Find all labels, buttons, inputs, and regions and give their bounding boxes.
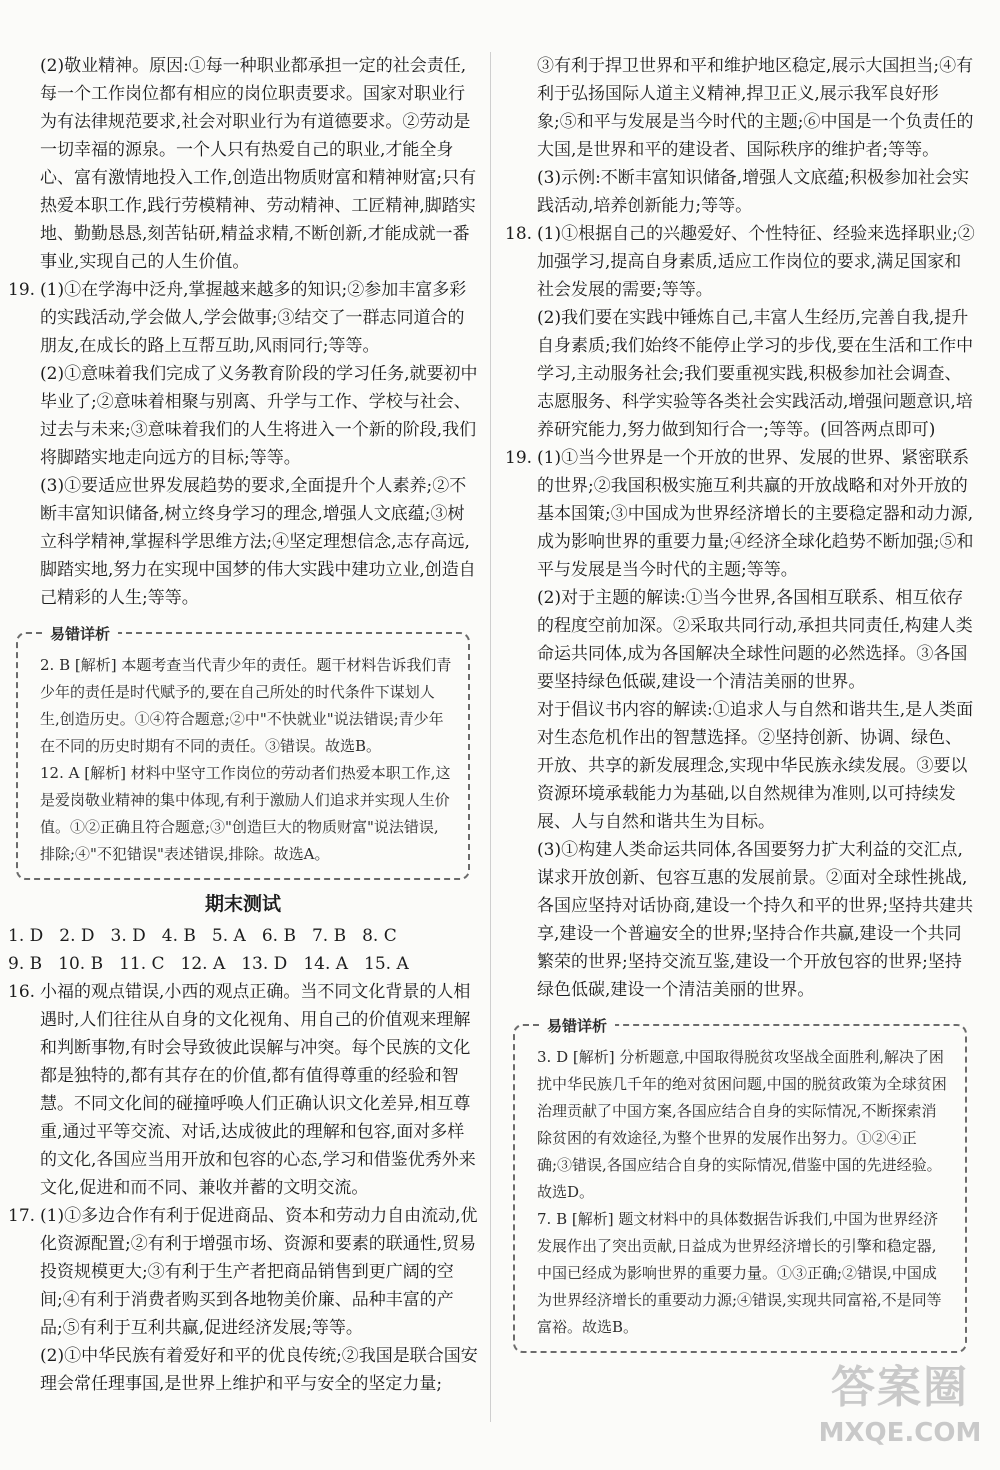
- question-19: [8, 276, 478, 612]
- q17-part-2: (2)①中华民族有着爱好和平的优良传统;②我国是联合国安理会常任理事国,是世界上维护和平与安全的坚定力量;: [40, 1346, 478, 1394]
- answer-item: 12. A: [180, 954, 226, 974]
- left-paragraph-1: (2)敬业精神。原因:①每一种职业都承担一定的社会责任,每一个工作岗位都有相应的岗位职责要求。国家对职业行为有法律规范要求,社会对职业行为有道德要求。②劳动是一切幸福的源泉。一个人只有热爱自己的职业,才能全身心、富有激情地投入工作,创造出物质财富和精神财富;只有热爱本职工作,践行劳模精神、劳动精神、工匠精神,脚踏实地、勤勤恳恳,刻苦钻研,精益求精,不断创新,才能成就一番事业,实现自己的人生价值。: [40, 56, 477, 272]
- question-number: 17.: [8, 1206, 36, 1226]
- right-paragraph-1: ③有利于捍卫世界和平和维护地区稳定,展示大国担当;④有利于弘扬国际人道主义精神,捍卫正义,展示我军良好形象;⑤和平与发展是当今时代的主题;⑥中国是一个负责任的大国,是世界和平的建设者、国际秩序的维护者;等等。: [537, 56, 974, 160]
- question-number: 18.: [505, 224, 533, 244]
- right-paragraph-2: (3)示例:不断丰富知识储备,增强人文底蕴;积极参加社会实践活动,培养创新能力;等等。: [537, 168, 969, 216]
- q19-final-part-4: (3)①构建人类命运共同体,各国要努力扩大利益的交汇点,谋求开放创新、包容互惠的发展前景。②面对全球性挑战,各国应坚持对话协商,建设一个持久和平的世界;坚持共建共享,建设一个普遍安全的世界;坚持合作共赢,建设一个共同繁荣的世界;坚持交流互鉴,建设一个开放包容的世界;坚持绿色低碳,建设一个清洁美丽的世界。: [537, 840, 974, 1000]
- answer-row-1: [8, 922, 478, 950]
- question-number: 19.: [8, 280, 36, 300]
- answer-item: 4. B: [161, 926, 196, 946]
- answer-item: 13. D: [241, 954, 288, 974]
- q16-answer: 小福的观点错误,小西的观点正确。当不同文化背景的人相遇时,人们往往从自身的文化视角、用自己的价值观来理解和判断事物,有时会导致彼此误解与冲突。每个民族的文化都是独特的,都有其存在的价值,都有值得尊重的经验和智慧。不同文化间的碰撞呼唤人们正确认识文化差异,相互尊重,通过平等交流、对话,达成彼此的理解和包容,面对多样的文化,各国应当用开放和包容的心态,学习和借鉴优秀外来文化,促进和而不同、兼收并蓄的文明交流。: [40, 982, 476, 1198]
- q19-part-3: (3)①要适应世界发展趋势的要求,全面提升个人素养;②不断丰富知识储备,树立终身学习的理念,增强人文底蕴;③树立科学精神,掌握科学思维方法;④坚定理想信念,志存高远,脚踏实地,努力在实现中国梦的伟大实践中建功立业,创造自己精彩的人生;等等。: [40, 476, 476, 608]
- q19-final-part-1: (1)①当今世界是一个开放的世界、发展的世界、紧密联系的世界;②我国积极实施互利共赢的开放战略和对外开放的基本国策;③中国成为世界经济增长的主要稳定器和动力源,成为影响世界的重要力量;④经济全球化趋势不断加强;⑤和平与发展是当今时代的主题;等等。: [537, 448, 974, 580]
- answer-item: 7. B: [311, 926, 347, 946]
- error-analysis-title: 易错详析: [539, 1013, 615, 1040]
- error-item: 7. B [解析] 题文材料中的具体数据告诉我们,中国为世界经济发展作出了突出贡献,日益成为世界经济增长的引擎和稳定器,中国已经成为影响世界的重要力量。①③正确;②错误,中国成为世界经济增长的重要动力源;④错误,实现共同富裕,不是同等富裕。故选B。: [537, 1210, 942, 1336]
- error-analysis-box: [513, 1017, 967, 1353]
- answer-item: 5. A: [211, 926, 246, 946]
- q19-final-part-2: (2)对于主题的解读:①当今世界,各国相互联系、相互依存的程度空前加深。②采取共同行动,承担共同责任,构建人类命运共同体,成为各国解决全球性问题的必然选择。③各国要坚持绿色低碳,建设一个清洁美丽的世界。: [537, 588, 973, 692]
- error-analysis-title: 易错详析: [42, 621, 118, 648]
- question-18: [505, 220, 975, 444]
- answer-item: 1. D: [8, 926, 44, 946]
- question-19-final: [505, 444, 975, 1004]
- error-item: 3. D [解析] 分析题意,中国取得脱贫攻坚战全面胜利,解决了困扰中华民族几千年的绝对贫困问题,中国的脱贫政策为全球贫困治理贡献了中国方案,各国应结合自身的实际情况,不断探索消除贫困的有效途径,为整个世界的发展作出努力。①②④正确;③错误,各国应结合自身的实际情况,借鉴中国的先进经验。故选D。: [537, 1048, 947, 1201]
- answer-item: 8. C: [362, 926, 397, 946]
- q19-final-part-3: 对于倡议书内容的解读:①追求人与自然和谐共生,是人类面对生态危机作出的智慧选择。②坚持创新、协调、绿色、开放、共享的新发展理念,实现中华民族永续发展。③要以资源环境承载能力为基础,以自然规律为准则,以可持续发展、人与自然和谐共生为目标。: [537, 700, 974, 832]
- question-number: 16.: [8, 982, 36, 1002]
- error-item: 2. B [解析] 本题考查当代青少年的责任。题干材料告诉我们青少年的责任是时代赋予的,要在自己所处的时代条件下谋划人生,创造历史。①④符合题意;②中"不快就业"说法错误;青少年在不同的历史时期有不同的责任。③错误。故选B。: [40, 656, 452, 755]
- watermark-logo: 答案圈: [831, 1362, 969, 1413]
- answer-row-2: [8, 950, 478, 978]
- question-16: [8, 978, 478, 1202]
- answer-item: 10. B: [58, 954, 104, 974]
- answer-item: 11. C: [119, 954, 165, 974]
- answer-item: 9. B: [8, 954, 43, 974]
- answer-item: 3. D: [110, 926, 146, 946]
- q17-part-1: (1)①多边合作有利于促进商品、资本和劳动力自由流动,优化资源配置;②有利于增强市场、资源和要素的联通性,贸易投资规模更大;③有利于生产者把商品销售到更广阔的空间;④有利于消费者购买到各地物美价廉、品种丰富的产品;⑤有利于互利共赢,促进经济发展;等等。: [40, 1206, 478, 1338]
- answer-item: 14. A: [303, 954, 349, 974]
- question-17: [8, 1202, 478, 1398]
- answer-item: 6. B: [261, 926, 296, 946]
- watermark-url: MXQE.COM: [818, 1418, 982, 1448]
- answer-item: 2. D: [59, 926, 95, 946]
- q18-part-2: (2)我们要在实践中锤炼自己,丰富人生经历,完善自我,提升自身素质;我们始终不能停止学习的步伐,要在生活和工作中学习,主动服务社会;我们要重视实践,积极参加社会调查、志愿服务、科学实验等各类社会实践活动,增强问题意识,培养研究能力,努力做到知行合一;等等。(回答两点即可): [537, 308, 974, 440]
- answer-item: 15. A: [364, 954, 409, 974]
- column-divider: [490, 52, 491, 1422]
- q19-part-2: (2)①意味着我们完成了义务教育阶段的学习任务,就要初中毕业了;②意味着相聚与别离、升学与工作、学校与社会、过去与未来;③意味着我们的人生将进入一个新的阶段,我们将脚踏实地走向远方的目标;等等。: [40, 364, 478, 468]
- watermark: [810, 1360, 990, 1460]
- error-item: 12. A [解析] 材料中坚守工作岗位的劳动者们热爱本职工作,这是爱岗敬业精神的集中体现,有利于激励人们追求并实现人生价值。①②正确且符合题意;③"创造巨大的物质财富"说法错误,排除;④"不犯错误"表述错误,排除。故选A。: [40, 764, 451, 863]
- q18-part-1: (1)①根据自己的兴趣爱好、个性特征、经验来选择职业;②加强学习,提高自身素质,适应工作岗位的要求,满足国家和社会发展的需要;等等。: [537, 224, 975, 300]
- q19-part-1: (1)①在学海中泛舟,掌握越来越多的知识;②参加丰富多彩的实践活动,学会做人,学会做事;③结交了一群志同道合的朋友,在成长的路上互帮互助,风雨同行;等等。: [40, 280, 467, 356]
- left-column: [8, 52, 478, 1398]
- right-column: [505, 52, 975, 1363]
- question-number: 19.: [505, 448, 533, 468]
- error-analysis-box: [16, 625, 470, 880]
- section-title: 期末测试: [204, 893, 281, 915]
